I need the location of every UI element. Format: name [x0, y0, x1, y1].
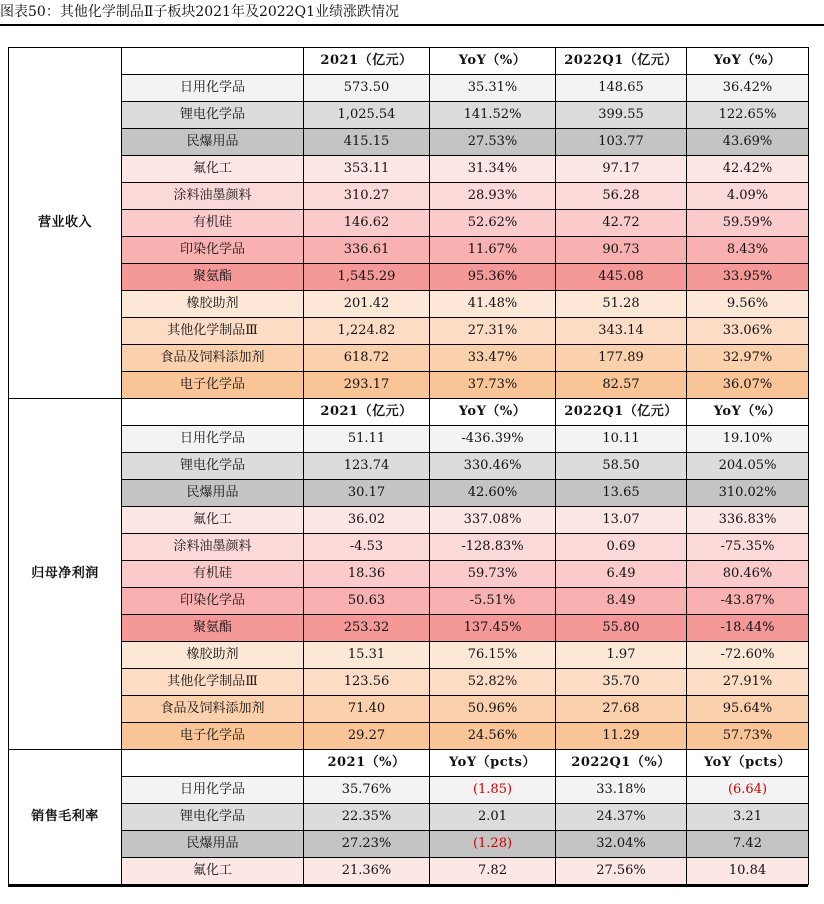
- cell-yoy2021: 35.31%: [430, 75, 556, 102]
- cell-v2021: 353.11: [304, 156, 430, 183]
- cell-yoy2021: -128.83%: [430, 534, 556, 561]
- column-header: YoY（%）: [687, 399, 809, 426]
- cell-v2021: 310.27: [304, 183, 430, 210]
- cell-v2021: 123.74: [304, 453, 430, 480]
- row-label: 有机硅: [122, 561, 304, 588]
- cell-yoy2022: 43.69%: [687, 129, 809, 156]
- cell-yoy2021: 337.08%: [430, 507, 556, 534]
- section-label: 营业收入: [9, 48, 122, 399]
- cell-v2022: 55.80: [556, 615, 687, 642]
- cell-yoy2021: 28.93%: [430, 183, 556, 210]
- cell-yoy2022: 33.06%: [687, 318, 809, 345]
- table-row: [9, 183, 809, 210]
- cell-v2022: 97.17: [556, 156, 687, 183]
- section-label: 销售毛利率: [9, 750, 122, 885]
- column-header: YoY（%）: [687, 48, 809, 75]
- column-header: 2021（亿元）: [304, 399, 430, 426]
- column-header: YoY（%）: [430, 48, 556, 75]
- cell-v2021: 50.63: [304, 588, 430, 615]
- column-header: [122, 750, 304, 777]
- row-label: 氟化工: [122, 156, 304, 183]
- row-label: 电子化学品: [122, 372, 304, 399]
- column-header: 2022Q1（亿元）: [556, 399, 687, 426]
- row-label: 其他化学制品Ⅲ: [122, 669, 304, 696]
- cell-v2021: 30.17: [304, 480, 430, 507]
- cell-yoy2021: (1.85): [430, 777, 556, 804]
- cell-v2022: 1.97: [556, 642, 687, 669]
- cell-yoy2021: 141.52%: [430, 102, 556, 129]
- cell-yoy2021: 37.73%: [430, 372, 556, 399]
- cell-yoy2021: 2.01: [430, 804, 556, 831]
- cell-v2021: 618.72: [304, 345, 430, 372]
- cell-yoy2022: -72.60%: [687, 642, 809, 669]
- cell-v2022: 0.69: [556, 534, 687, 561]
- cell-v2021: 36.02: [304, 507, 430, 534]
- table-row: [9, 75, 809, 102]
- cell-v2022: 24.37%: [556, 804, 687, 831]
- cell-yoy2022: 36.07%: [687, 372, 809, 399]
- cell-yoy2022: -43.87%: [687, 588, 809, 615]
- cell-v2022: 11.29: [556, 723, 687, 750]
- table-row: [9, 561, 809, 588]
- table-row: [9, 858, 809, 885]
- cell-yoy2021: -436.39%: [430, 426, 556, 453]
- row-label: 印染化学品: [122, 588, 304, 615]
- table-row: [9, 804, 809, 831]
- table-row: [9, 723, 809, 750]
- cell-v2022: 56.28: [556, 183, 687, 210]
- cell-yoy2022: 33.95%: [687, 264, 809, 291]
- cell-yoy2021: -5.51%: [430, 588, 556, 615]
- row-label: 锂电化学品: [122, 453, 304, 480]
- cell-yoy2022: 7.42: [687, 831, 809, 858]
- cell-v2022: 82.57: [556, 372, 687, 399]
- cell-yoy2021: 41.48%: [430, 291, 556, 318]
- cell-v2021: 573.50: [304, 75, 430, 102]
- cell-v2022: 10.11: [556, 426, 687, 453]
- section-header-row: [9, 750, 809, 777]
- cell-yoy2021: 24.56%: [430, 723, 556, 750]
- row-label: 橡胶助剂: [122, 642, 304, 669]
- cell-yoy2021: 76.15%: [430, 642, 556, 669]
- cell-v2021: 1,224.82: [304, 318, 430, 345]
- cell-v2022: 32.04%: [556, 831, 687, 858]
- cell-v2022: 35.70: [556, 669, 687, 696]
- cell-yoy2021: 137.45%: [430, 615, 556, 642]
- table-row: [9, 777, 809, 804]
- cell-v2021: 123.56: [304, 669, 430, 696]
- cell-v2022: 103.77: [556, 129, 687, 156]
- row-label: 日用化学品: [122, 426, 304, 453]
- row-label: 氟化工: [122, 858, 304, 885]
- cell-yoy2022: -75.35%: [687, 534, 809, 561]
- row-label: 聚氨酯: [122, 615, 304, 642]
- column-header: 2021（%）: [304, 750, 430, 777]
- cell-yoy2022: 19.10%: [687, 426, 809, 453]
- table-row: [9, 291, 809, 318]
- row-label: 民爆用品: [122, 129, 304, 156]
- row-label: 锂电化学品: [122, 804, 304, 831]
- column-header: YoY（pcts）: [687, 750, 809, 777]
- cell-yoy2021: 59.73%: [430, 561, 556, 588]
- row-label: 聚氨酯: [122, 264, 304, 291]
- table-bottom-rule: [8, 885, 808, 887]
- cell-yoy2022: 95.64%: [687, 696, 809, 723]
- cell-yoy2022: 42.42%: [687, 156, 809, 183]
- row-label: 其他化学制品Ⅲ: [122, 318, 304, 345]
- cell-v2021: 27.23%: [304, 831, 430, 858]
- row-label: 有机硅: [122, 210, 304, 237]
- cell-yoy2021: 95.36%: [430, 264, 556, 291]
- cell-yoy2021: 7.82: [430, 858, 556, 885]
- cell-yoy2021: 52.82%: [430, 669, 556, 696]
- table-row: [9, 615, 809, 642]
- cell-v2022: 27.56%: [556, 858, 687, 885]
- cell-v2021: 29.27: [304, 723, 430, 750]
- cell-yoy2022: 336.83%: [687, 507, 809, 534]
- cell-v2021: 293.17: [304, 372, 430, 399]
- table-row: [9, 453, 809, 480]
- cell-yoy2021: 42.60%: [430, 480, 556, 507]
- column-header: [122, 48, 304, 75]
- cell-yoy2022: 32.97%: [687, 345, 809, 372]
- cell-yoy2022: 8.43%: [687, 237, 809, 264]
- cell-yoy2022: -18.44%: [687, 615, 809, 642]
- row-label: 民爆用品: [122, 831, 304, 858]
- table-row: [9, 345, 809, 372]
- cell-v2022: 445.08: [556, 264, 687, 291]
- cell-v2022: 42.72: [556, 210, 687, 237]
- cell-yoy2021: 27.31%: [430, 318, 556, 345]
- figure-title: 图表50：其他化学制品Ⅱ子板块2021年及2022Q1业绩涨跌情况: [0, 0, 824, 26]
- cell-yoy2022: 3.21: [687, 804, 809, 831]
- cell-yoy2022: (6.64): [687, 777, 809, 804]
- column-header: 2022Q1（亿元）: [556, 48, 687, 75]
- cell-v2022: 6.49: [556, 561, 687, 588]
- section-label: 归母净利润: [9, 399, 122, 750]
- cell-v2022: 13.65: [556, 480, 687, 507]
- row-label: 食品及饲料添加剂: [122, 345, 304, 372]
- cell-v2022: 8.49: [556, 588, 687, 615]
- cell-yoy2022: 9.56%: [687, 291, 809, 318]
- cell-yoy2022: 59.59%: [687, 210, 809, 237]
- table-row: [9, 129, 809, 156]
- cell-v2021: -4.53: [304, 534, 430, 561]
- cell-v2021: 415.15: [304, 129, 430, 156]
- cell-yoy2021: 33.47%: [430, 345, 556, 372]
- table-row: [9, 210, 809, 237]
- column-header: YoY（%）: [430, 399, 556, 426]
- table-row: [9, 426, 809, 453]
- cell-v2021: 146.62: [304, 210, 430, 237]
- performance-table: [8, 47, 809, 885]
- table-row: [9, 102, 809, 129]
- cell-v2021: 18.36: [304, 561, 430, 588]
- row-label: 民爆用品: [122, 480, 304, 507]
- table-row: [9, 831, 809, 858]
- cell-v2022: 58.50: [556, 453, 687, 480]
- table-row: [9, 642, 809, 669]
- column-header: YoY（pcts）: [430, 750, 556, 777]
- column-header: 2021（亿元）: [304, 48, 430, 75]
- cell-v2021: 253.32: [304, 615, 430, 642]
- cell-v2022: 33.18%: [556, 777, 687, 804]
- cell-yoy2022: 310.02%: [687, 480, 809, 507]
- cell-v2021: 1,025.54: [304, 102, 430, 129]
- row-label: 食品及饲料添加剂: [122, 696, 304, 723]
- table-row: [9, 237, 809, 264]
- cell-yoy2022: 4.09%: [687, 183, 809, 210]
- cell-yoy2021: 50.96%: [430, 696, 556, 723]
- table-row: [9, 507, 809, 534]
- row-label: 日用化学品: [122, 777, 304, 804]
- cell-v2022: 51.28: [556, 291, 687, 318]
- cell-v2022: 13.07: [556, 507, 687, 534]
- cell-yoy2022: 80.46%: [687, 561, 809, 588]
- cell-v2022: 90.73: [556, 237, 687, 264]
- cell-yoy2022: 204.05%: [687, 453, 809, 480]
- table-row: [9, 156, 809, 183]
- cell-v2022: 177.89: [556, 345, 687, 372]
- cell-yoy2022: 36.42%: [687, 75, 809, 102]
- table-row: [9, 264, 809, 291]
- row-label: 涂料油墨颜料: [122, 534, 304, 561]
- cell-v2021: 22.35%: [304, 804, 430, 831]
- column-header: [122, 399, 304, 426]
- cell-v2022: 148.65: [556, 75, 687, 102]
- cell-v2021: 15.31: [304, 642, 430, 669]
- cell-yoy2022: 10.84: [687, 858, 809, 885]
- row-label: 日用化学品: [122, 75, 304, 102]
- table-row: [9, 588, 809, 615]
- row-label: 氟化工: [122, 507, 304, 534]
- table-row: [9, 372, 809, 399]
- cell-v2022: 27.68: [556, 696, 687, 723]
- cell-v2021: 336.61: [304, 237, 430, 264]
- cell-v2021: 1,545.29: [304, 264, 430, 291]
- cell-yoy2022: 57.73%: [687, 723, 809, 750]
- row-label: 印染化学品: [122, 237, 304, 264]
- row-label: 电子化学品: [122, 723, 304, 750]
- cell-v2021: 71.40: [304, 696, 430, 723]
- table-row: [9, 480, 809, 507]
- cell-yoy2021: 11.67%: [430, 237, 556, 264]
- section-header-row: [9, 399, 809, 426]
- cell-v2022: 343.14: [556, 318, 687, 345]
- table-row: [9, 669, 809, 696]
- cell-yoy2021: (1.28): [430, 831, 556, 858]
- cell-v2021: 51.11: [304, 426, 430, 453]
- table-row: [9, 534, 809, 561]
- row-label: 涂料油墨颜料: [122, 183, 304, 210]
- cell-yoy2022: 27.91%: [687, 669, 809, 696]
- table-row: [9, 696, 809, 723]
- cell-v2022: 399.55: [556, 102, 687, 129]
- cell-yoy2021: 330.46%: [430, 453, 556, 480]
- cell-yoy2021: 31.34%: [430, 156, 556, 183]
- cell-v2021: 35.76%: [304, 777, 430, 804]
- cell-v2021: 201.42: [304, 291, 430, 318]
- row-label: 橡胶助剂: [122, 291, 304, 318]
- column-header: 2022Q1（%）: [556, 750, 687, 777]
- cell-yoy2022: 122.65%: [687, 102, 809, 129]
- row-label: 锂电化学品: [122, 102, 304, 129]
- cell-yoy2021: 52.62%: [430, 210, 556, 237]
- cell-v2021: 21.36%: [304, 858, 430, 885]
- cell-yoy2021: 27.53%: [430, 129, 556, 156]
- section-header-row: [9, 48, 809, 75]
- table-row: [9, 318, 809, 345]
